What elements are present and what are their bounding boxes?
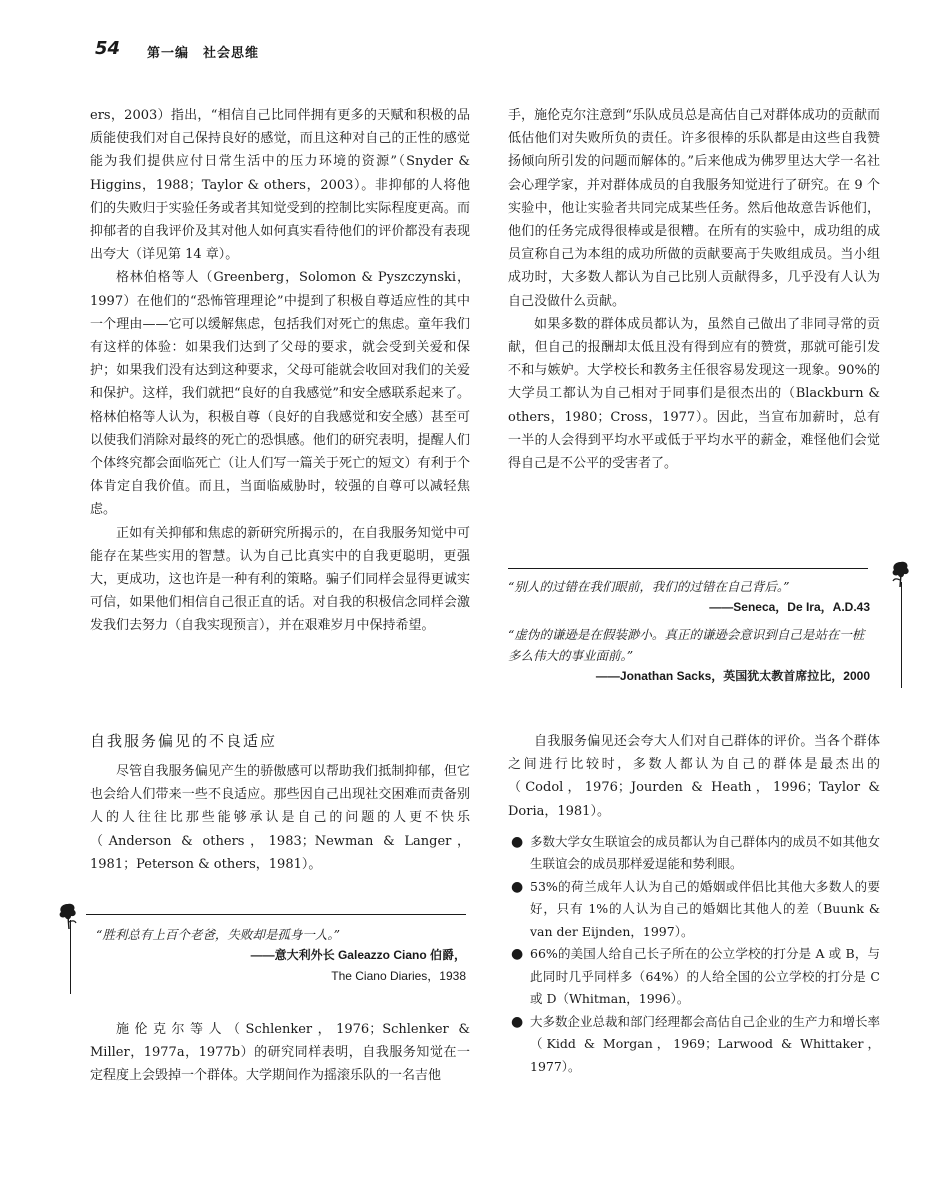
quote-text: “胜利总有上百个老爸，失败却是孤身一人。” bbox=[96, 927, 341, 942]
paragraph: 尽管自我服务偏见产生的骄傲感可以帮助我们抵制抑郁，但它也会给人们带来一些不良适应。那些因自己出现社交困难而责备别人的人往往比那些能够承认是自己的问题的人更不快乐（Anderson & others，1983；Newman & Langer，1981；Peterson & others，1981）。 bbox=[90, 764, 470, 872]
paragraph: 正如有关抑郁和焦虑的新研究所揭示的，在自我服务知觉中可能存在某些实用的智慧。认为自己比真实中的自我更聪明，更强大，更成功，这也许是一种有利的策略。骗子们同样会显得更诚实可信，如果他们相信自己很正直的话。对自我的积极信念同样会激发我们去努力（自我实现预言），并在艰难岁月中保持希望。 bbox=[90, 525, 470, 634]
paragraph: ers，2003）指出，“相信自己比同伴拥有更多的天赋和积极的品质能使我们对自己保持良好的感觉，而且这种对自己的正性的感觉能为我们提供应付日常生活中的压力环境的资源”（Snyder & Higgins，1988；Taylor & others，2003）。非抑郁的人将他们的失败归于实验任务或者其知觉受到的控制比实际程度更高。而抑郁者的自我评价及其对他人如何真实看待他们的评价都没有表现出夸大（详见第 14 章）。 bbox=[90, 108, 470, 263]
quote-rule-vertical bbox=[901, 582, 902, 688]
section-body bbox=[90, 760, 470, 876]
right-lower-column bbox=[508, 730, 880, 1078]
list-item-text: 多数大学女生联谊会的成员都认为自己群体内的成员不如其他女生联谊会的成员那样爱逞能和势利眼。 bbox=[530, 833, 881, 872]
quote-rule bbox=[86, 914, 466, 915]
page-number: 54 bbox=[95, 38, 121, 59]
paragraph: 自我服务偏见还会夸大人们对自己群体的评价。当各个群体之间进行比较时，多数人都认为自己的群体是最杰出的（Codol，1976；Jourden & Heath，1996；Taylor & Doria，1981）。 bbox=[508, 734, 880, 819]
flower-icon bbox=[56, 902, 80, 930]
quote-attribution: ——意大利外长 Galeazzo Ciano 伯爵， bbox=[250, 948, 466, 962]
bullet-icon: ● bbox=[511, 946, 524, 963]
quote-rule bbox=[508, 568, 868, 569]
bullet-list bbox=[508, 831, 880, 1079]
left-column bbox=[90, 104, 470, 638]
paragraph: 施伦克尔等人（Schlenker，1976；Schlenker & Miller，1977a，1977b）的研究同样表明，自我服务知觉在一定程度上会毁掉一个群体。大学期间作为摇滚乐队的一名吉他 bbox=[90, 1022, 470, 1084]
quote-text: “虚伪的谦逊是在假装渺小。真正的谦逊会意识到自己是站在一桩多么伟大的事业面前。” bbox=[508, 627, 865, 663]
right-column bbox=[508, 104, 880, 475]
page-header bbox=[95, 38, 515, 66]
quote-text: “别人的过错在我们眼前，我们的过错在自己背后。” bbox=[508, 579, 790, 594]
list-item-text: 66%的美国人给自己长子所在的公立学校的打分是 A 或 B，与此同时几乎同样多（64%）的人给全国的公立学校的打分是 C 或 D（Whitman，1996）。 bbox=[530, 946, 880, 1007]
paragraph: 格林伯格等人（Greenberg，Solomon & Pyszczynski，1997）在他们的“恐怖管理理论”中提到了积极自尊适应性的其中一个理由——它可以缓解焦虑，包括我们对死亡的焦虑。童年我们有这样的体验：如果我们达到了父母的要求，就会受到关爱和保护；如果我们没有达到这种要求，父母可能就会收回对我们的关爱和保护。这样，我们就把“良好的自我感觉”和安全感联系起来了。格林伯格等人认为，积极自尊（良好的自我感觉和安全感）甚至可以使我们消除对最终的死亡的恐惧感。他们的研究表明，提醒人们个体终究都会面临死亡（让人们写一篇关于死亡的短文）有利于个体肯定自我价值。而且，当面临威胁时，较强的自尊可以减轻焦虑。 bbox=[90, 270, 470, 518]
quote-rule-vertical bbox=[70, 920, 71, 994]
bullet-icon: ● bbox=[511, 833, 524, 850]
margin-quote-left bbox=[56, 900, 468, 1000]
list-item bbox=[508, 943, 880, 1011]
quote-attribution: ——Jonathan Sacks，英国犹太教首席拉比，2000 bbox=[595, 669, 870, 683]
running-title: 第一编 社会思维 bbox=[147, 46, 260, 61]
quote-attribution: ——Seneca，De Ira，A.D.43 bbox=[709, 600, 870, 614]
bullet-icon: ● bbox=[511, 878, 524, 895]
paragraph: 手，施伦克尔注意到“乐队成员总是高估自己对群体成功的贡献而低估他们对失败所负的责任。许多很棒的乐队都是由这些自我赞扬倾向所引发的问题而解体的。”后来他成为佛罗里达大学一名社会心理学家，并对群体成员的自我服务知觉进行了研究。在 9 个实验中，他让实验者共同完成某些任务。然后他故意告诉他们，他们的任务完成得很棒或是很糟。在所有的实验中，成功组的成员宣称自己为本组的成功所做的贡献要高于失败组成员。当小组成功时，大多数人都认为自己比别人贡献得多，几乎没有人认为自己没做什么贡献。 bbox=[508, 108, 880, 309]
bullet-icon: ● bbox=[511, 1013, 524, 1030]
quote-source: The Ciano Diaries，1938 bbox=[331, 969, 466, 983]
list-item bbox=[508, 1011, 880, 1079]
list-item bbox=[508, 831, 880, 876]
list-item-text: 大多数企业总裁和部门经理都会高估自己企业的生产力和增长率（Kidd & Morgan，1969；Larwood & Whittaker，1977）。 bbox=[530, 1013, 881, 1074]
paragraph: 如果多数的群体成员都认为，虽然自己做出了非同寻常的贡献，但自己的报酬却太低且没有得到应有的赞赏，那就可能引发不和与嫉妒。大学校长和教务主任很容易发现这一现象。90%的大学员工都认为自己相对于同事们是很杰出的（Blackburn & others，1980；Cross，1977）。因此，当宣布加薪时，总有一半的人会得到平均水平或低于平均水平的薪金，难怪他们会觉得自己是不公平的受害者了。 bbox=[508, 316, 880, 472]
list-item bbox=[508, 876, 880, 944]
bottom-left-text bbox=[90, 1018, 470, 1088]
margin-quote-right bbox=[508, 560, 928, 700]
list-item-text: 53%的荷兰成年人认为自己的婚姻或伴侣比其他大多数人的要好，只有 1%的人认为自己的婚姻比其他人的差（Buunk & van der Eijnden，1997）。 bbox=[530, 878, 880, 939]
section-heading: 自我服务偏见的不良适应 bbox=[90, 732, 278, 750]
